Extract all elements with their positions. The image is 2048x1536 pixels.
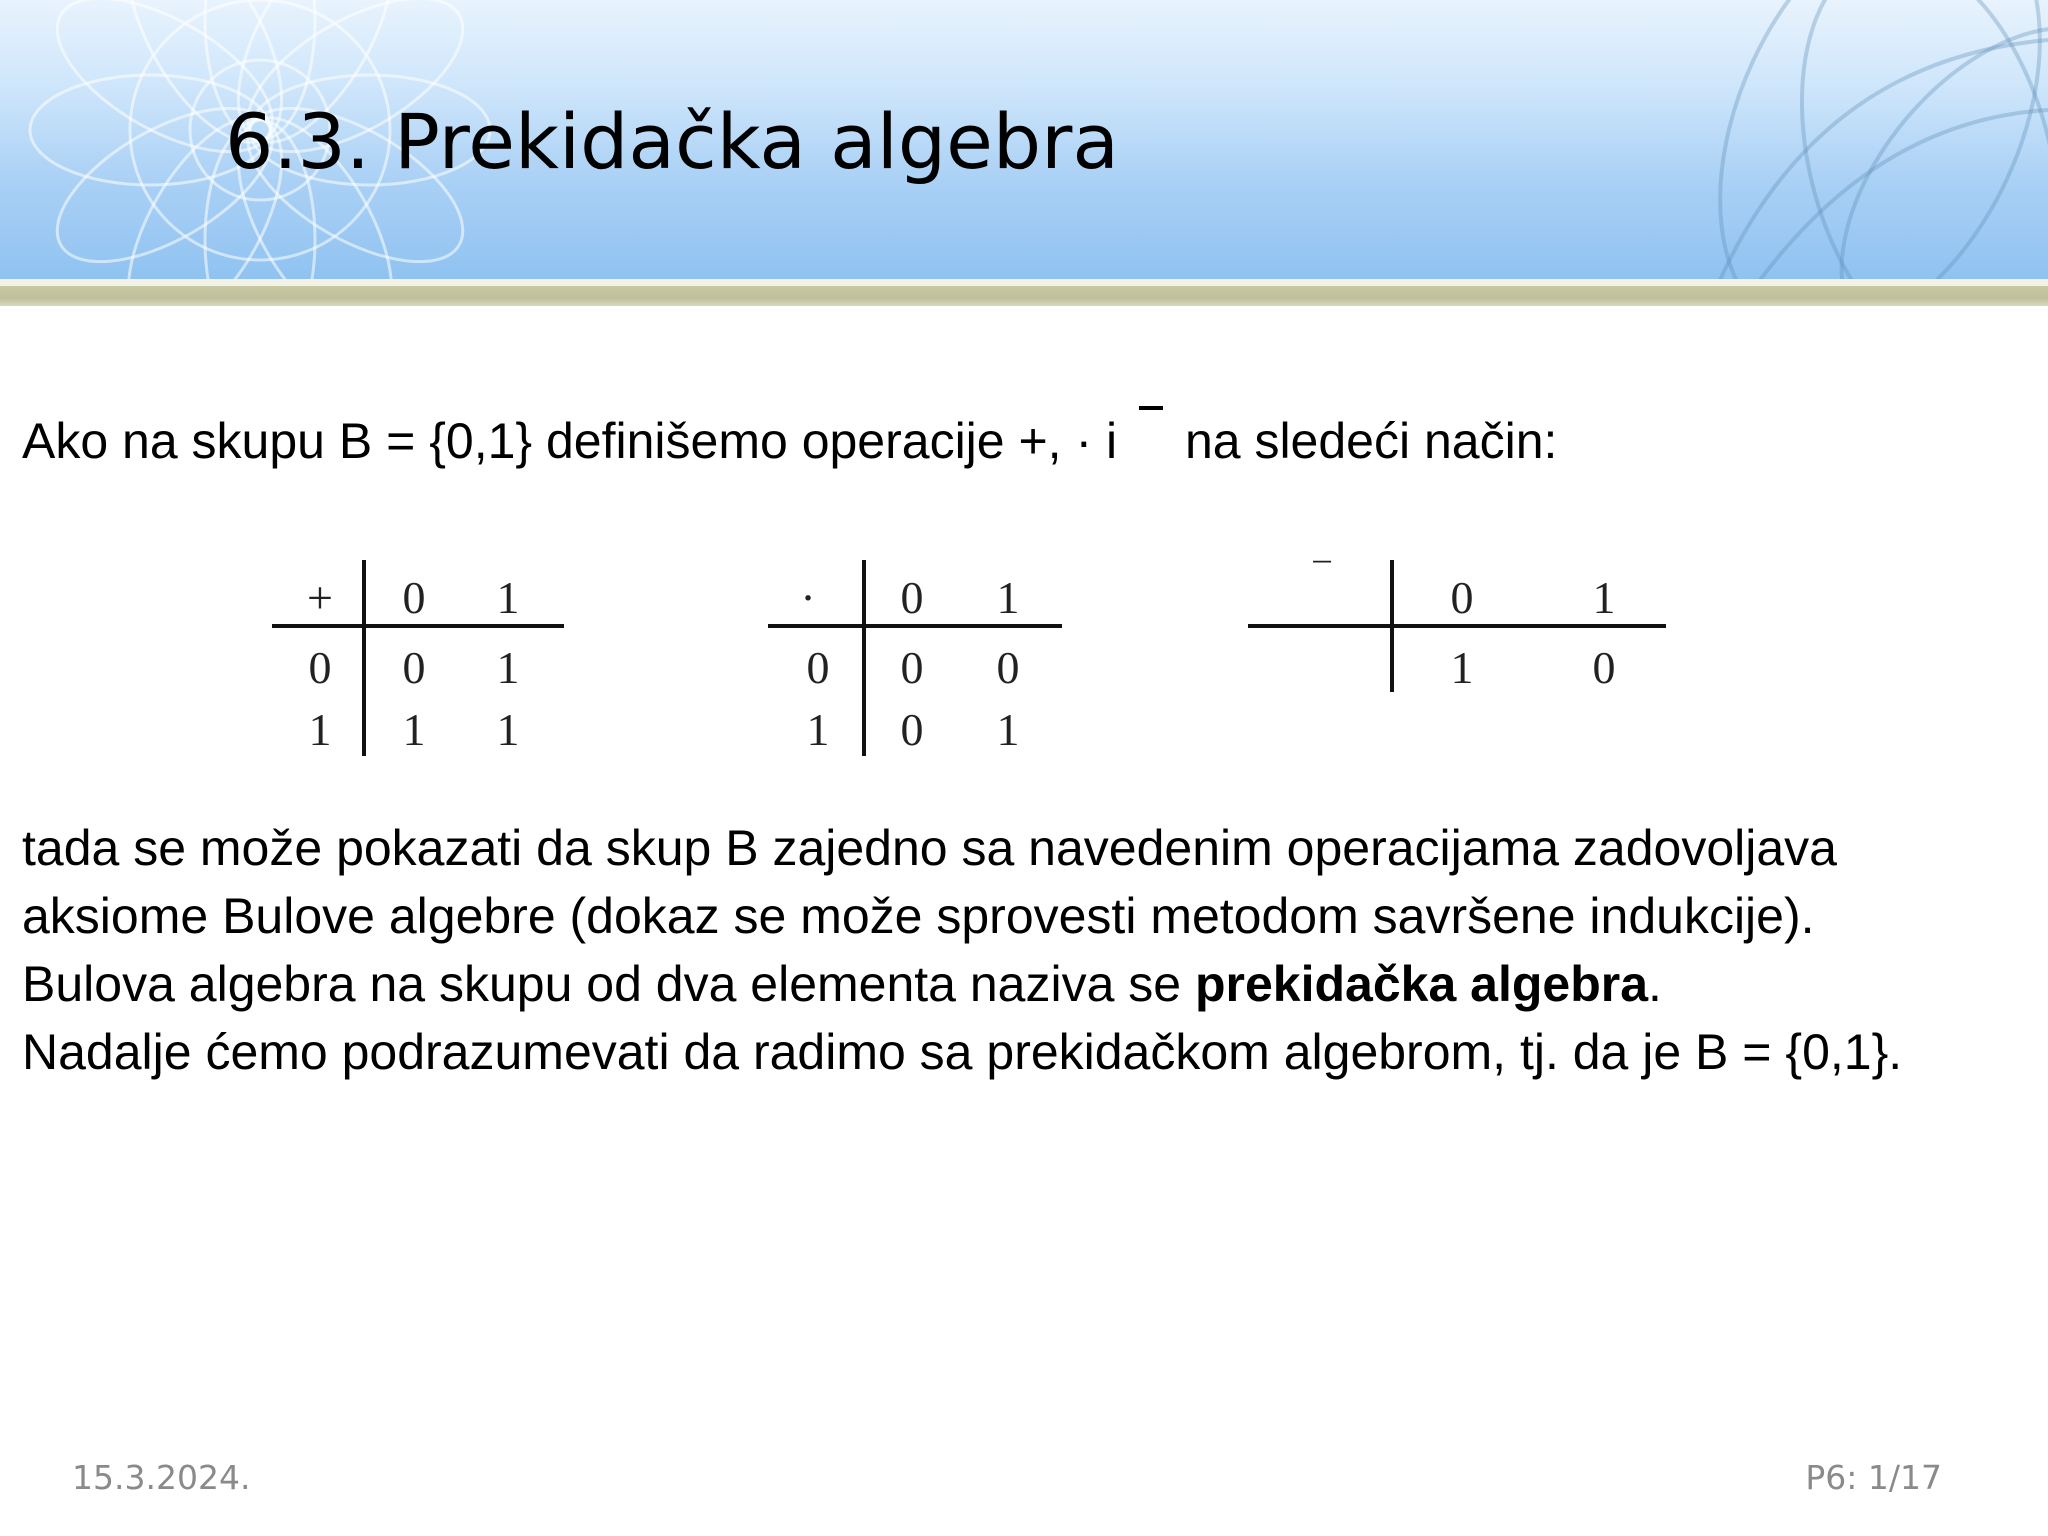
and-table-header-1: 1: [996, 572, 1020, 623]
not-table-horizontal-rule: [1248, 624, 1666, 628]
and-table-vertical-rule: [862, 560, 866, 756]
not-table-operator: ‾: [1314, 556, 1330, 607]
or-table-cell-0-1: 1: [496, 642, 520, 693]
or-table-header-0: 0: [402, 572, 426, 623]
and-table-operator: ·: [800, 572, 816, 623]
and-table-header-0: 0: [900, 572, 924, 623]
and-table-horizontal-rule: [768, 624, 1062, 628]
or-table-header-1: 1: [496, 572, 520, 623]
paragraph-assumption: Nadalje ćemo podrazumevati da radimo sa prekidačkom algebrom, tj. da je B = {0,1}.: [22, 1024, 1903, 1080]
or-table-operator: +: [307, 572, 333, 623]
not-table: [1248, 556, 1668, 700]
term-prekidacka-algebra: prekidačka algebra: [1195, 956, 1649, 1012]
and-table-cell-0-0: 0: [900, 642, 924, 693]
not-table-value-0: 1: [1450, 642, 1474, 693]
or-table-horizontal-rule: [272, 624, 564, 628]
or-table-row-label-0: 0: [308, 642, 332, 693]
page-title: 6.3. Prekidačka algebra: [225, 97, 1119, 186]
or-table-cell-1-0: 1: [402, 704, 426, 755]
or-table-vertical-rule: [362, 560, 366, 756]
paragraph-proof: tada se može pokazati da skup B zajedno sa navedenim operacijama zadovoljava aksiome Bulove algebre (dokaz se može sprovesti metodom savršene indukcije).: [22, 820, 1837, 944]
or-table-cell-1-1: 1: [496, 704, 520, 755]
intro-text-after: na sledeći način:: [1184, 413, 1558, 469]
not-table-value-1: 0: [1592, 642, 1616, 693]
header-band: [0, 0, 2048, 282]
intro-text: [22, 408, 1557, 474]
not-table-vertical-rule: [1390, 560, 1394, 692]
or-table-cell-0-0: 0: [402, 642, 426, 693]
and-table-row-label-0: 0: [806, 642, 830, 693]
intro-text-before: Ako na skupu B = {0,1} definišemo operacije +, · i: [22, 413, 1118, 469]
or-table: [290, 560, 560, 760]
header-divider-light: [0, 279, 2048, 286]
body-text: [22, 814, 2012, 1086]
not-table-header-1: 1: [1592, 572, 1616, 623]
and-table-cell-0-1: 0: [996, 642, 1020, 693]
and-table-cell-1-1: 1: [996, 704, 1020, 755]
or-table-row-label-1: 1: [308, 704, 332, 755]
complement-symbol: [1131, 448, 1171, 458]
and-table-cell-1-0: 0: [900, 704, 924, 755]
footer-date: 15.3.2024.: [72, 1458, 251, 1497]
paragraph-definition: [22, 950, 2012, 1018]
footer-page-number: P6: 1/17: [1805, 1458, 1942, 1497]
not-table-header-0: 0: [1450, 572, 1474, 623]
and-table: [788, 560, 1058, 760]
definition-text: Bulova algebra na skupu od dva elementa naziva se: [22, 956, 1195, 1012]
definition-end: .: [1648, 956, 1662, 1012]
and-table-row-label-1: 1: [806, 704, 830, 755]
header-divider: [0, 286, 2048, 306]
